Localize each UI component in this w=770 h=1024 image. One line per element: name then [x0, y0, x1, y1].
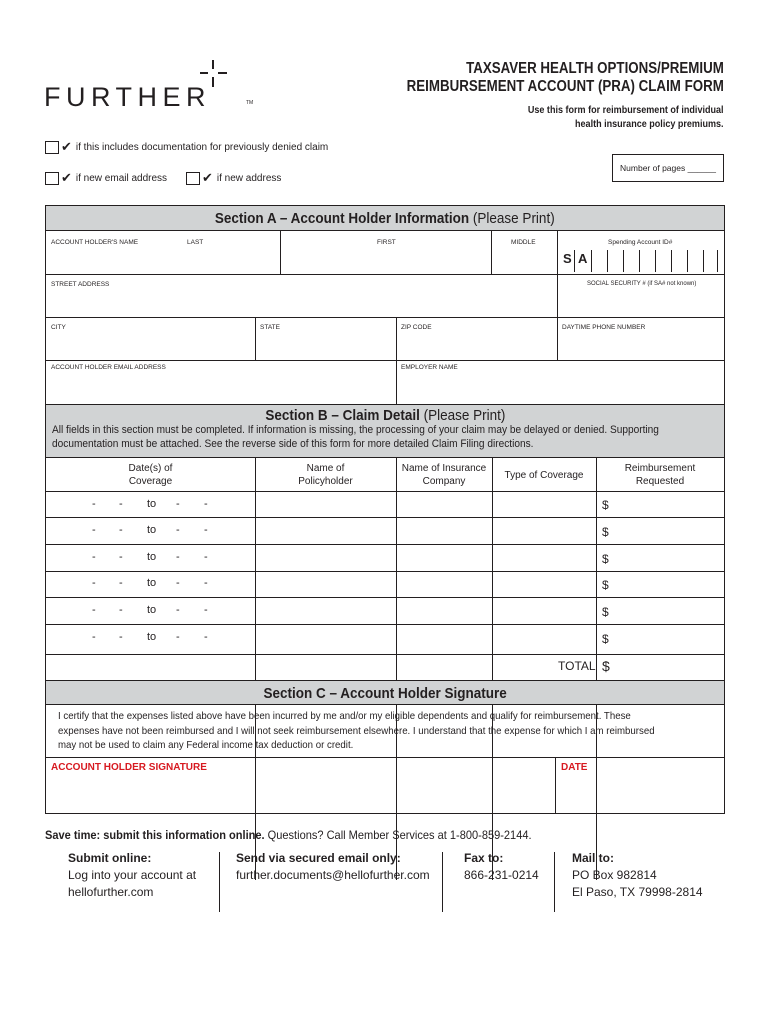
sa-prefix-a: A: [578, 251, 588, 266]
ssn-label: SOCIAL SECURITY # (if SA# not known): [587, 281, 697, 287]
section-a-please-print: (Please Print): [473, 210, 555, 227]
zip-code-label: ZIP CODE: [401, 324, 432, 331]
dollar-sign: $: [602, 605, 609, 619]
col-policyholder: Name of Policyholder: [298, 463, 353, 487]
date-field[interactable]: [556, 772, 722, 812]
total-label: TOTAL: [558, 659, 596, 673]
section-b-title: Section B – Claim Detail: [264, 407, 420, 424]
to-label: to: [147, 524, 157, 536]
form-title: TAXSAVER HEALTH OPTIONS/PREMIUM REIMBURSEMENT ACCOUNT (PRA) CLAIM FORM: [406, 60, 724, 95]
section-b-instructions: All fields in this section must be completed. If information is missing, the processing of your claim may be delayed or denied. Supporting documentation must be attached. See the reverse side of this form for more detailed Claim Filing directions.: [52, 424, 659, 450]
col-dates-of-coverage: Date(s) of Coverage: [128, 463, 173, 487]
section-c-header: [46, 680, 724, 705]
state-label: STATE: [260, 324, 280, 331]
to-label: to: [147, 604, 157, 616]
section-a-header: [46, 206, 724, 231]
fax-info: Fax to: 866-231-0214: [464, 851, 539, 882]
middle-name-label: MIDDLE: [511, 239, 536, 246]
signature-field[interactable]: [46, 772, 555, 812]
dollar-sign: $: [602, 578, 609, 592]
address-checkbox[interactable]: [186, 172, 200, 185]
mail-info: Mail to: PO Box 982814 El Paso, TX 79998-2814: [572, 851, 703, 899]
total-dollar-sign: $: [602, 658, 610, 674]
account-holder-email-label: ACCOUNT HOLDER EMAIL ADDRESS: [51, 364, 166, 371]
section-b-please-print: (Please Print): [423, 407, 506, 424]
form-subtitle: Use this form for reimbursement of individual health insurance policy premiums.: [528, 104, 724, 130]
submit-online-info: Submit online: Log into your account at hellofurther.com: [68, 851, 197, 899]
email-info: Send via secured email only: further.documents@hellofurther.com: [236, 851, 430, 882]
claim-form: Section A – Account Holder Information (Please Print) ACCOUNT HOLDER'S NAME LAST FIRST MIDDLE Spending Account ID# S A STREET ADDRESS SOCIAL SECURITY # (if SA# not known) CITY STATE ZIP CODE DAYTIME PHONE NUMBER ACCOUNT HOLDER EMAIL ADDRESS EMPLOYER NAME Section B – Claim Detail (Please Print) All fields in this section must be completed. If information is missing, the processing of your claim may be delayed or denied. Supporting documentation must be attached. See the reverse side of this form for more detailed Claim Filing directions. Date(s) of Coverage Name of Policyholder Name of Insurance Company Type of Coverage Reimbursement Requested - - to - - $ - - to - - $ - - to - - $ - - to - - $ - - to - - $ - - to - - $ TOTAL $ Section C – Account Holder Signature I certify that the expenses listed above have been incurred by me and/or my eligible dependents and qualify for reimbursement. These expenses have not been reimbursed and I will not seek reimbursement elsewhere. I understand that the expense for which I am reimbursed may not be used to claim any Federal income tax deduction or credit. ACCOUNT HOLDER SIGNATURE DATE: [45, 205, 725, 814]
section-a-title: Section A – Account Holder Information: [215, 210, 470, 227]
spending-account-id-label: Spending Account ID#: [608, 239, 673, 246]
to-label: to: [147, 498, 157, 510]
email-link[interactable]: further.documents@hellofurther.com: [236, 868, 430, 882]
address-label: if new address: [216, 172, 282, 184]
date-label: DATE: [561, 762, 588, 773]
denied-checkbox[interactable]: [45, 141, 59, 154]
to-label: to: [147, 631, 157, 643]
logo-text: FURTHER: [44, 82, 212, 112]
logo-trademark: TM: [246, 100, 254, 106]
signature-label: ACCOUNT HOLDER SIGNATURE: [51, 762, 207, 773]
daytime-phone-label: DAYTIME PHONE NUMBER: [562, 324, 646, 331]
col-reimbursement-requested: Reimbursement Requested: [624, 463, 696, 487]
dollar-sign: $: [602, 498, 609, 512]
dollar-sign: $: [602, 552, 609, 566]
first-name-label: FIRST: [377, 239, 396, 246]
check-email-row: [45, 170, 167, 186]
check-address-row: [186, 170, 281, 186]
email-label: if new email address: [75, 172, 168, 184]
hellofurther-link[interactable]: hellofurther.com: [68, 885, 154, 899]
employer-name-label: EMPLOYER NAME: [401, 364, 458, 371]
city-label: CITY: [51, 324, 66, 331]
checkmark-icon: ✔: [61, 170, 72, 185]
check-denied-row: [45, 139, 328, 155]
street-address-label: STREET ADDRESS: [51, 281, 110, 288]
further-logo: [44, 60, 254, 112]
section-c-title: Section C – Account Holder Signature: [263, 685, 507, 702]
to-label: to: [147, 551, 157, 563]
col-type-of-coverage: Type of Coverage: [504, 470, 584, 481]
checkmark-icon: ✔: [202, 170, 213, 185]
checkmark-icon: ✔: [61, 139, 72, 154]
to-label: to: [147, 577, 157, 589]
save-time-line: Save time: submit this information online. Questions? Call Member Services at 1-800-859-2144.: [45, 828, 532, 842]
dollar-sign: $: [602, 632, 609, 646]
number-of-pages-field[interactable]: Number of pages ______: [612, 154, 724, 182]
email-checkbox[interactable]: [45, 172, 59, 185]
denied-label: if this includes documentation for previously denied claim: [75, 141, 329, 153]
dollar-sign: $: [602, 525, 609, 539]
col-insurance-company: Name of Insurance Company: [401, 463, 487, 487]
certification-text: I certify that the expenses listed above have been incurred by me and/or my eligible dependents and qualify for reimbursement. These expenses have not been reimbursed and I will not seek reimbursement elsewhere. I understand that the expense for which I am reimbursed may not be used to claim any Federal income tax deduction or credit.: [58, 710, 655, 751]
sa-prefix-s: S: [563, 251, 572, 266]
account-holder-name-label: ACCOUNT HOLDER'S NAME: [51, 239, 139, 246]
last-name-label: LAST: [187, 239, 204, 246]
